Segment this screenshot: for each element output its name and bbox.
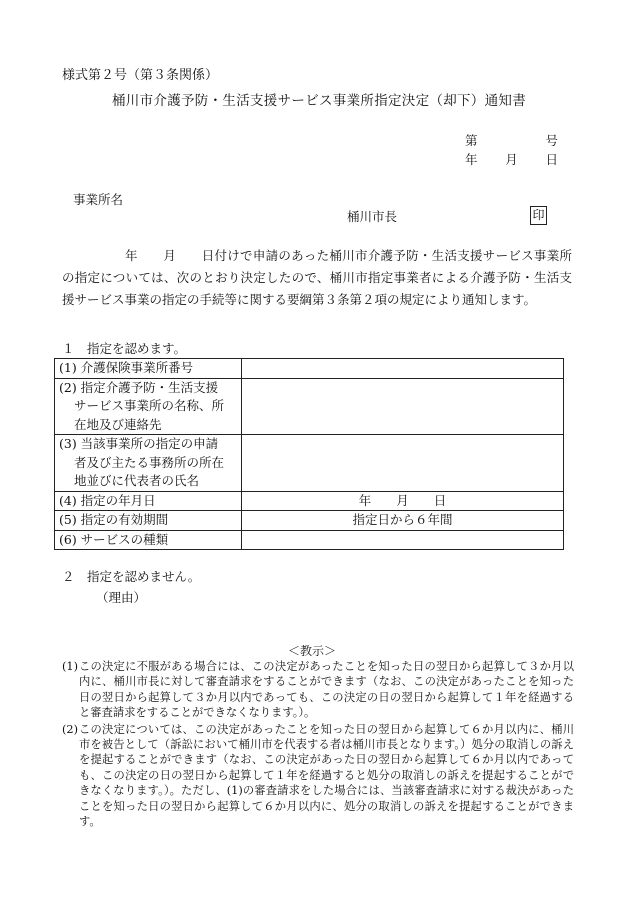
row-value — [242, 359, 564, 379]
table-row — [55, 511, 564, 531]
reason-label: （理由） — [96, 590, 147, 605]
table-row — [55, 359, 564, 379]
document-number-suffix: 号 — [545, 133, 558, 148]
table-row — [55, 530, 564, 550]
row-value: 年 月 日 — [242, 491, 564, 511]
row-label — [55, 435, 242, 492]
row-label — [55, 530, 242, 550]
row-label-line: 地並びに代表者の氏名 — [74, 473, 200, 488]
row-label — [55, 359, 242, 379]
table-row — [55, 378, 564, 435]
row-label-line: (6) サービスの種類 — [59, 531, 169, 547]
notice-list — [62, 659, 574, 830]
row-label-line: (5) 指定の有効期間 — [59, 512, 169, 527]
row-value — [242, 378, 564, 435]
document-number-label: 第 — [465, 133, 478, 148]
row-label-line: 者及び主たる事務所の所在 — [74, 454, 225, 470]
section-2-heading: ２ 指定を認めません。 — [62, 569, 201, 584]
notice-item-number: (1) — [62, 660, 79, 673]
row-label — [55, 491, 242, 511]
recipient-label: 事業所名 — [73, 192, 124, 207]
row-label-line: 在地及び連絡先 — [74, 416, 162, 432]
date-line — [465, 152, 558, 169]
row-label-line: (2) 指定介護予防・生活支援 — [59, 379, 219, 395]
notice-item-text: この決定に不服がある場合には、この決定があったことを知った日の翌日から起算して３か月以内に、桶川市長に対して審査請求をすることができます（なお、この決定があったことを知った日の翌日から起算して３か月以内であっても、この決定の日の翌日から起算して１年を経過すると審査請求をすることができなくなります。）。 — [79, 660, 574, 720]
row-label-line: (3) 当該事業所の指定の申請 — [59, 436, 219, 451]
date-year: 年 — [465, 152, 478, 167]
row-label — [55, 511, 242, 531]
row-value: 指定日から６年間 — [242, 511, 564, 531]
row-label-line: (1) 介護保険事業所番号 — [59, 360, 194, 375]
row-label — [55, 378, 242, 435]
document-title: 桶川市介護予防・生活支援サービス事業所指定決定（却下）通知書 — [112, 93, 526, 109]
date-day: 日 — [545, 152, 558, 167]
notice-item-text: この決定については、この決定があったことを知った日の翌日から起算して６か月以内に、桶川市を被告として（訴訟において桶川市を代表する者は桶川市長となります。）処分の取消しの訴えを提起することができます（なお、この決定があった日の翌日から起算して６か月以内であっても、この決定の日の翌日から起算して１年を経過すると処分の取消しの訴えを提起することができなくなります。）。ただし、(1)の審査請求をした場合には、当該審査請求に対する裁決があったことを知った日の翌日から起算して６か月以内に、処分の取消しの訴えを提起することができます。 — [79, 722, 574, 829]
notice-item-number: (2) — [62, 722, 79, 736]
section-1-heading: １ 指定を認めます。 — [62, 341, 187, 356]
row-value — [242, 530, 564, 550]
body-paragraph: 年 月 日付けで申請のあった桶川市介護予防・生活支援サービス事業所の指定については、次のとおり決定したので、桶川市指定事業者による介護予防・生活支援サービス事業の指定の手続等に関する要綱第３条第２項の規定により通知します。 — [62, 248, 572, 307]
seal-mark: 印 — [530, 206, 547, 225]
row-value — [242, 435, 564, 492]
row-label-line: (4) 指定の年月日 — [59, 492, 156, 508]
notice-item — [62, 659, 574, 721]
date-month: 月 — [505, 152, 518, 167]
notice-heading: ＜教示＞ — [288, 644, 337, 658]
designation-table — [54, 358, 564, 550]
table-row — [55, 435, 564, 492]
form-number: 様式第２号（第３条関係） — [62, 68, 219, 83]
notice-item — [62, 722, 574, 830]
issuer-name: 桶川市長 — [347, 209, 398, 224]
row-label-line: サービス事業所の名称、所 — [74, 398, 225, 413]
document-number-line — [465, 133, 558, 150]
table-row — [55, 491, 564, 511]
